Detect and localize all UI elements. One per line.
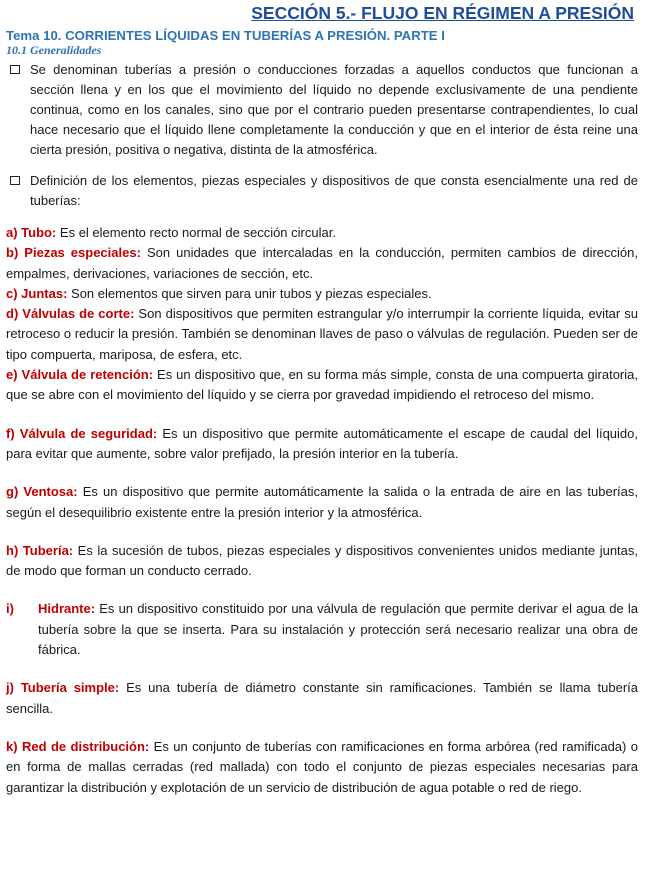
definition-item — [6, 365, 638, 406]
definition-label: k) Red de distribución: — [6, 738, 150, 754]
definition-text: Es un dispositivo constituido por una válvula de regulación que permite derivar el agua de la tubería sobre la que se inserta. Para su instalación y protección será necesario realizar una obra de fábrica. — [38, 601, 638, 658]
checkbox-bullet-icon — [10, 65, 20, 74]
definition-item — [6, 424, 638, 465]
definition-label: h) Tubería: — [6, 542, 74, 558]
tema-title: Tema 10. CORRIENTES LÍQUIDAS EN TUBERÍAS A PRESIÓN. PARTE I — [6, 28, 445, 43]
definition-label: d) Válvulas de corte: — [6, 306, 135, 322]
bullet-item — [6, 171, 638, 211]
definition-text: Son dispositivos que permiten estrangular y/o interrumpir la corriente líquida, evitar su retroceso o reducir la presión. También se denominan llaves de paso o válvulas de regulación. Pueden ser de tipo compuerta, mariposa, de esfera, etc. — [6, 306, 638, 362]
definition-text: Es un dispositivo que permite automáticamente la salida o la entrada de aire en las tuberías, según el desequilibrio existente entre la presión interior y la atmosférica. — [6, 484, 638, 520]
definition-marker: i) — [6, 601, 14, 617]
definition-text: Es un conjunto de tuberías con ramificaciones en forma arbórea (red ramificada) o en forma de mallas cerradas (red mallada) con todo el conjunto de piezas especiales necesarias para garantizar la distribución y explotación de un servicio de distribución de agua potable o red de riego. — [6, 738, 639, 795]
definition-item — [6, 678, 638, 719]
definition-label: b) Piezas especiales: — [6, 245, 141, 261]
definition-item — [6, 304, 638, 365]
definition-item — [6, 284, 638, 304]
definition-text: Es el elemento recto normal de sección circular. — [56, 225, 336, 240]
definition-item — [6, 243, 638, 284]
section-title: SECCIÓN 5.- FLUJO EN RÉGIMEN A PRESIÓN — [251, 3, 634, 23]
definition-text: Son elementos que sirven para unir tubos y piezas especiales. — [67, 285, 432, 301]
definition-item — [6, 737, 638, 798]
definition-text: Es un dispositivo que, en su forma más simple, consta de una compuerta giratoria, que se abre con el movimiento del líquido y se cierra por gravedad impidiendo el retroceso del mismo. — [6, 367, 638, 403]
definition-label: c) Juntas: — [6, 285, 68, 301]
definition-label: e) Válvula de retención: — [6, 367, 154, 383]
definition-item — [6, 482, 638, 523]
definition-label: a) Tubo: — [6, 225, 57, 240]
definition-item — [6, 541, 638, 582]
definition-item — [6, 599, 638, 660]
bullet-text: Se denominan tuberías a presión o conducciones forzadas a aquellos conductos que funcionan a sección llena y en los que el movimiento del líquido no depende exclusivamente de una pendiente continua, como en los canales, sino que por el contrario pueden presentarse contrapendientes, lo cual hace necesario que el líquido llene completamente la conducción y que en el interior de ésta reine una cierta presión, positiva o negativa, distinta de la atmosférica. — [30, 62, 638, 157]
bullet-text: Definición de los elementos, piezas especiales y dispositivos de que consta esencialmente una red de tuberías: — [30, 173, 638, 208]
checkbox-bullet-icon — [10, 176, 20, 185]
definition-label: j) Tubería simple: — [6, 680, 120, 696]
definition-text: Es la sucesión de tubos, piezas especiales y dispositivos convenientes unidos mediante juntas, de modo que forman un conducto cerrado. — [6, 542, 639, 579]
subsection-heading: 10.1 Generalidades — [6, 43, 102, 57]
definition-label: Hidrante: — [38, 601, 96, 617]
definition-label: g) Ventosa: — [6, 484, 78, 500]
definition-text: Es una tubería de diámetro constante sin ramificaciones. También se llama tubería sencilla. — [6, 680, 638, 716]
definition-item — [6, 223, 638, 243]
definition-text: Es un dispositivo que permite automáticamente el escape de caudal del líquido, para evitar que aumente, sobre valor prefijado, la presión interior en la tubería. — [6, 425, 638, 461]
bullet-item — [6, 60, 638, 160]
definition-label: f) Válvula de seguridad: — [6, 425, 158, 441]
definition-text: Son unidades que intercaladas en la conducción, permiten cambios de dirección, empalmes, derivaciones, variaciones de sección, etc. — [6, 245, 638, 281]
